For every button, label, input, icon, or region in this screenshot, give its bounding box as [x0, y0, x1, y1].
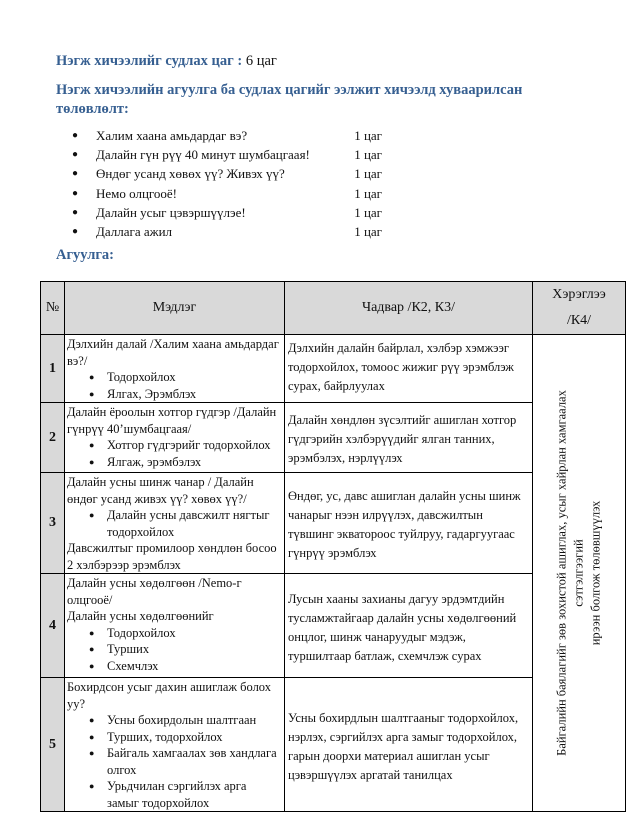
bullet-icon: ●	[89, 660, 95, 671]
topic-item	[72, 164, 402, 183]
row-number: 5	[41, 678, 65, 812]
header-application-code: /К4/	[566, 313, 592, 328]
knowledge-cell	[65, 473, 285, 574]
row-number: 1	[41, 335, 65, 403]
bullet-icon: ●	[89, 627, 95, 638]
subitem: ● Ялгах, Эрэмблэх	[89, 386, 197, 401]
knowledge-cell	[65, 574, 285, 678]
bullet-icon: ●	[89, 440, 95, 450]
bullet-icon: ●	[72, 187, 79, 199]
topic-item	[72, 184, 402, 203]
topic-list	[72, 126, 402, 241]
knowledge-cell	[65, 335, 285, 403]
bullet-icon: ●	[72, 130, 79, 141]
topic-hours: 1 цаг	[354, 185, 382, 201]
topic-name: Өндөг усанд хөвөх үү? Живэх үү?	[96, 166, 285, 182]
table-row	[41, 335, 626, 403]
study-hours-line	[56, 52, 277, 71]
subitem: ● Схемчлэх	[89, 658, 159, 673]
topic-item	[72, 222, 402, 241]
study-hours-label: Нэгж хичээлийг судлах цаг :	[56, 53, 243, 69]
bullet-icon: ●	[89, 388, 95, 399]
study-hours-value: 6 цаг	[245, 53, 277, 69]
row-number: 4	[41, 574, 65, 678]
topic-name: Немо олцгооё!	[96, 185, 178, 201]
topic-hours: 1 цаг	[354, 147, 382, 163]
topic-hours: 1 цаг	[354, 166, 382, 182]
skill-cell: Далайн хөндлөн зүсэлтийг ашиглан хотгор гүдгэрийн хэлбэрүүдийг ялган танних, эрэмбэлэх, нэрлүүлэх	[285, 403, 533, 473]
knowledge-cell	[65, 403, 285, 473]
application-text: Байгалийн баялагийг зөв зохистой ашиглах, усыг хайрлан хамгаалах сэтгэлгээгий ирээн болгож төлөвшүүлэх	[554, 390, 603, 756]
knowledge-text: Далайн усны хөдөлгөөн /Nemo-г олцгооё/	[67, 576, 242, 607]
subitem: ● Хотгор гүдгэрийг тодорхойлох	[89, 438, 271, 452]
bullet-icon: ●	[89, 456, 95, 467]
topic-item	[72, 203, 402, 222]
topic-name: Халим хаана амьдардаг вэ?	[96, 128, 248, 143]
bullet-icon: ●	[89, 644, 95, 654]
subitem: ● Усны бохирдолын шалтгаан	[89, 713, 257, 727]
topic-item	[72, 145, 402, 164]
knowledge-text: Далайн ёроолын хотгор гүдгэр /Далайн гүнрүү 40’шумбацгаая/	[67, 405, 277, 436]
subitem: ● Турших	[89, 642, 150, 656]
knowledge-text-after: Давсжилтыг промилоор хөндлөн босоо 2 хэлбэрээр эрэмблэх	[67, 541, 277, 572]
subitem: ● Турших, тодорхойлох	[89, 729, 223, 744]
subitem: ● Далайн усны давсжилт нягтыг тодорхойлох	[89, 508, 270, 539]
curriculum-table	[40, 281, 626, 812]
knowledge-text: Бохирдсон усыг дахин ашиглаж болох уу?	[67, 680, 271, 711]
bullet-icon: ●	[89, 748, 95, 758]
topic-hours: 1 цаг	[354, 128, 382, 143]
header-num: №	[41, 282, 65, 335]
topic-name: Даллага ажил	[96, 223, 173, 239]
subitem: ● Ялгаж, эрэмбэлэх	[89, 454, 202, 469]
topic-name: Далайн гүн рүү 40 минут шумбацгаая!	[96, 147, 310, 163]
header-application-title: Хэрэглээ	[552, 287, 606, 302]
plan-heading: Нэгж хичээлийн агуулга ба судлах цагийг ээлжит хичээлд хуваарилсан төлөвлөлт:	[56, 82, 523, 117]
header-application	[533, 282, 626, 335]
topic-name: Далайн усыг цэвэршүүлэе!	[96, 204, 246, 220]
topic-item	[72, 126, 402, 145]
content-heading: Агуулга:	[56, 247, 114, 263]
bullet-icon: ●	[89, 372, 95, 382]
bullet-icon: ●	[72, 225, 79, 237]
header-knowledge: Мэдлэг	[65, 282, 285, 335]
bullet-icon: ●	[89, 781, 95, 791]
table-header-row	[41, 282, 626, 335]
subitem: ● Тодорхойлох	[89, 625, 176, 640]
skill-cell: Дэлхийн далайн байрлал, хэлбэр хэмжээг тодорхойлох, томоос жижиг рүү эрэмблэж сурах, байрлуулах	[285, 335, 533, 403]
knowledge-text-extra: Далайн усны хөдөлгөөнийг	[67, 609, 214, 623]
knowledge-text: Далайн усны шинж чанар / Далайн өндөг усанд живэх үү? хөвөх үү?/	[67, 475, 254, 506]
row-number: 3	[41, 473, 65, 574]
skill-cell: Өндөг, ус, давс ашиглан далайн усны шинж чанарыг нээн илрүүлэх, давсжилтын түвшинг экватороос туйлруу, гадаргуугаас гүнрүү эрэмблэх	[285, 473, 533, 574]
subitem: ● Байгаль хамгаалах зөв хандлага олгох	[89, 746, 277, 777]
bullet-icon: ●	[72, 168, 79, 180]
bullet-icon: ●	[89, 715, 95, 725]
skill-cell: Лусын хааны захианы дагуу эрдэмтдийн тусламжтайгаар далайн усны хөдөлгөөний онцлог, шинж чанаруудыг мэдэж, туршилтаар батлаж, схемчлэж сурах	[285, 574, 533, 678]
bullet-icon: ●	[72, 149, 79, 161]
knowledge-cell	[65, 678, 285, 812]
subitem: ● Тодорхойлох	[89, 370, 176, 384]
row-number: 2	[41, 403, 65, 473]
application-cell	[533, 335, 626, 812]
topic-hours: 1 цаг	[354, 204, 382, 220]
subitem: ● Урьдчилан сэргийлэх арга замыг тодорхойлох	[89, 779, 247, 810]
bullet-icon: ●	[89, 510, 95, 520]
bullet-icon: ●	[89, 731, 95, 742]
bullet-icon: ●	[72, 206, 79, 218]
header-skill: Чадвар /К2, К3/	[285, 282, 533, 335]
knowledge-text: Дэлхийн далай /Халим хаана амьдардаг вэ?/	[67, 337, 279, 368]
topic-hours: 1 цаг	[354, 223, 382, 239]
skill-cell: Усны бохирдлын шалтгааныг тодорхойлох, нэрлэх, сэргийлэх арга замыг тодорхойлох, гарын доорхи материал ашиглан усыг цэвэршүүлэх аргатай танилцах	[285, 678, 533, 812]
